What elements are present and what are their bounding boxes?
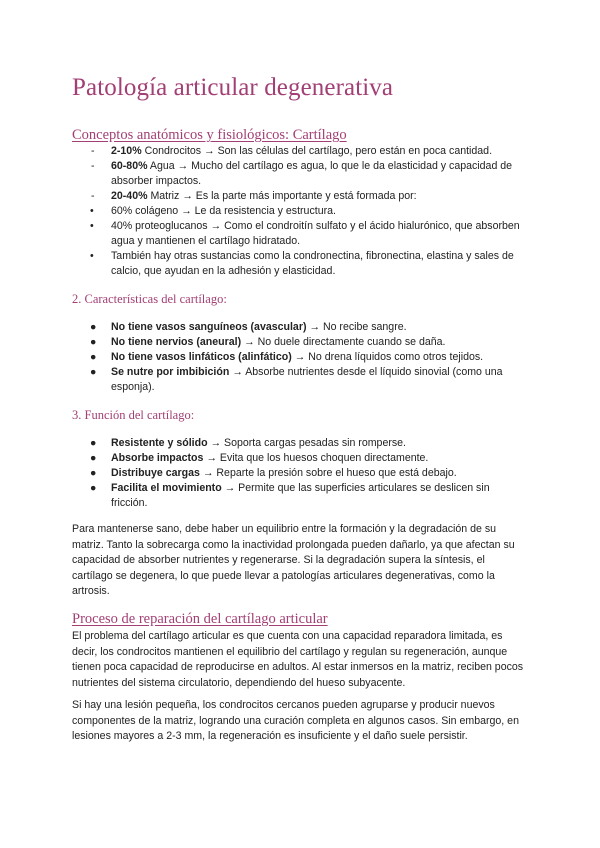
list-item: ● No tiene vasos sanguíneos (avascular) → No recibe sangre. [90, 321, 407, 333]
list-item: ● Distribuye cargas → Reparte la presión sobre el hueso que está debajo. [90, 467, 457, 479]
section-heading-repair-process: Proceso de reparación del cartílago articular [72, 611, 328, 627]
list-item: ● Facilita el movimiento → Permite que las superficies articulares se deslicen sin fricción. [90, 482, 490, 509]
balance-paragraph: Para mantenerse sano, debe haber un equilibrio entre la formación y la degradación de su matriz. Tanto la sobrecarga como la inactividad prolongada pueden dañarlo, ya que afectan su capacidad de absorber nutrientes y regenerarse. Si la degradación supera la síntesis, el cartílago se degenera, lo que puede llevar a patologías articulares degenerativas, como la artrosis. [72, 523, 515, 598]
list-item: • 40% proteoglucanos → Como el condroitín sulfato y el ácido hialurónico, que absorben agua y mantienen el cartílago hidratado. [90, 220, 520, 247]
list-item: ● Absorbe impactos → Evita que los huesos choquen directamente. [90, 452, 429, 464]
list-item: ● Resistente y sólido → Soporta cargas pesadas sin romperse. [90, 437, 406, 449]
section-heading-cartilage-concepts: Conceptos anatómicos y fisiológicos: Cartílago [72, 127, 347, 143]
list-item: - 60-80% Agua → Mucho del cartílago es agua, lo que le da elasticidad y capacidad de absorber impactos. [91, 160, 513, 187]
section-heading-function: 3. Función del cartílago: [72, 408, 195, 422]
list-item: • 60% colágeno → Le da resistencia y estructura. [90, 205, 336, 217]
repair-paragraph-1: El problema del cartílago articular es que cuenta con una capacidad reparadora limitada, es decir, los condrocitos mantienen el equilibrio del cartílago y regulan su regeneración, aunque tienen poca capacidad de reproducirse en adultos. Al estar inmersos en la matriz, reciben pocos nutrientes del sistema circulatorio, dependiendo del hueso subyacente. [72, 630, 524, 689]
document-title: Patología articular degenerativa [72, 74, 394, 101]
list-item: ● No tiene vasos linfáticos (alinfático) → No drena líquidos como otros tejidos. [90, 351, 484, 363]
list-item: ● Se nutre por imbibición → Absorbe nutrientes desde el líquido sinovial (como una esponja). [90, 366, 503, 393]
characteristics-list [90, 320, 520, 395]
list-item: ● No tiene nervios (aneural) → No duele directamente cuando se daña. [90, 336, 446, 348]
repair-paragraph-2: Si hay una lesión pequeña, los condrocitos cercanos pueden agruparse y producir nuevos componentes de la matriz, logrando una curación completa en algunos casos. Sin embargo, en lesiones mayores a 2-3 mm, la regeneración es insuficiente y el daño suele persistir. [72, 699, 519, 743]
list-item: • También hay otras sustancias como la condronectina, fibronectina, elastina y sales de calcio, que ayudan en la adhesión y elasticidad. [90, 250, 514, 277]
function-list [90, 436, 520, 511]
composition-list [90, 144, 520, 279]
section-heading-characteristics: 2. Características del cartílago: [72, 292, 227, 306]
list-item: - 2-10% Condrocitos → Son las células del cartílago, pero están en poca cantidad. [91, 145, 493, 157]
list-item: - 20-40% Matriz → Es la parte más importante y está formada por: [91, 190, 417, 202]
